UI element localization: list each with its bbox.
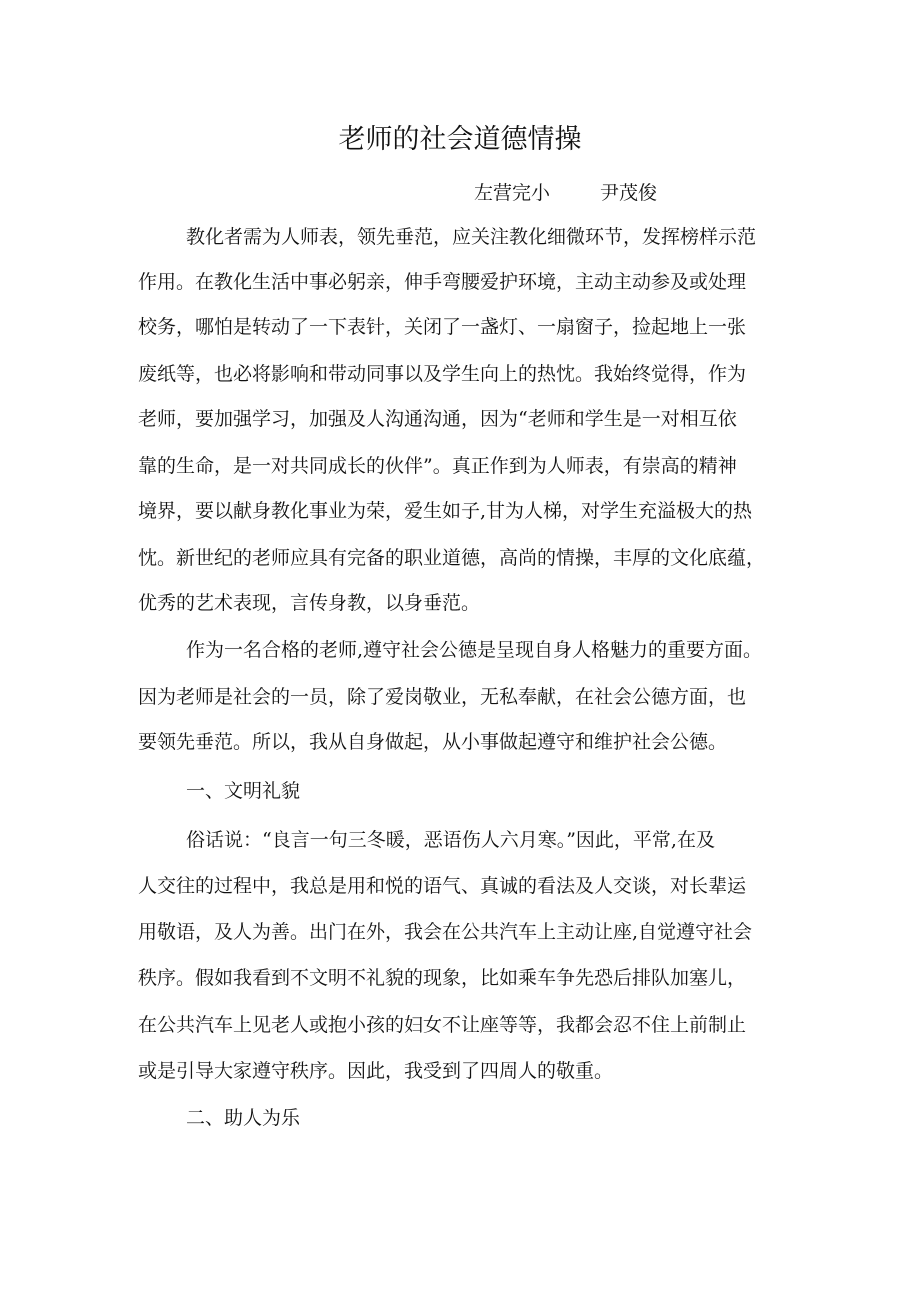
paragraph-line: 忱。新世纪的老师应具有完备的职业道德，高尚的情操，丰厚的文化底蕴， [138, 547, 766, 569]
section-heading: 二、助人为乐 [186, 1107, 301, 1129]
paragraph-line: 校务，哪怕是转动了一下表针，关闭了一盏灯、一扇窗子，捡起地上一张 [138, 316, 747, 338]
paragraph-line: 废纸等，也必将影响和带动同事以及学生向上的热忱。我始终觉得，作为 [138, 363, 747, 385]
paragraph-line: 要领先垂范。所以，我从自身做起，从小事做起遵守和维护社会公德。 [138, 731, 728, 753]
paragraph-line: 作用。在教化生活中事必躬亲，伸手弯腰爱护环境，主动主动参及或处理 [138, 271, 747, 293]
paragraph-line: 秩序。假如我看到不文明不礼貌的现象，比如乘车争先恐后排队加塞儿， [138, 967, 747, 989]
paragraph-line: 境界，要以献身教化事业为荣，爱生如子,甘为人梯，对学生充溢极大的热 [138, 500, 753, 522]
paragraph-line: 因为老师是社会的一员，除了爱岗敬业，无私奉献，在社会公德方面，也 [138, 686, 747, 708]
document-title: 老师的社会道德情操 [338, 124, 582, 155]
paragraph-line: 在公共汽车上见老人或抱小孩的妇女不让座等等，我都会忍不住上前制止 [138, 1014, 747, 1036]
paragraph-line: 优秀的艺术表现，言传身教，以身垂范。 [138, 592, 481, 614]
paragraph-line: 人交往的过程中，我总是用和悦的语气、真诚的看法及人交谈，对长辈运 [138, 875, 747, 897]
paragraph-line: 教化者需为人师表，领先垂范，应关注教化细微环节，发挥榜样示范 [186, 226, 757, 248]
byline [474, 176, 657, 210]
paragraph-line: 作为一名合格的老师,遵守社会公德是呈现自身人格魅力的重要方面。 [186, 639, 763, 661]
paragraph-line: 老师，要加强学习，加强及人沟通沟通，因为“老师和学生是一对相互依 [138, 408, 737, 430]
paragraph-line: 靠的生命，是一对共同成长的伙伴”。真正作到为人师表，有崇高的精神 [138, 455, 737, 477]
byline-school: 左营完小 [474, 182, 551, 204]
paragraph-line: 俗话说：“良言一句三冬暖，恶语伤人六月寒。”因此，平常,在及 [186, 829, 715, 851]
paragraph-line: 或是引导大家遵守秩序。因此，我受到了四周人的敬重。 [138, 1060, 614, 1082]
byline-author: 尹茂俊 [600, 182, 658, 204]
paragraph-line: 用敬语，及人为善。出门在外，我会在公共汽车上主动让座,自觉遵守社会 [138, 921, 753, 943]
section-heading: 一、文明礼貌 [186, 780, 301, 802]
